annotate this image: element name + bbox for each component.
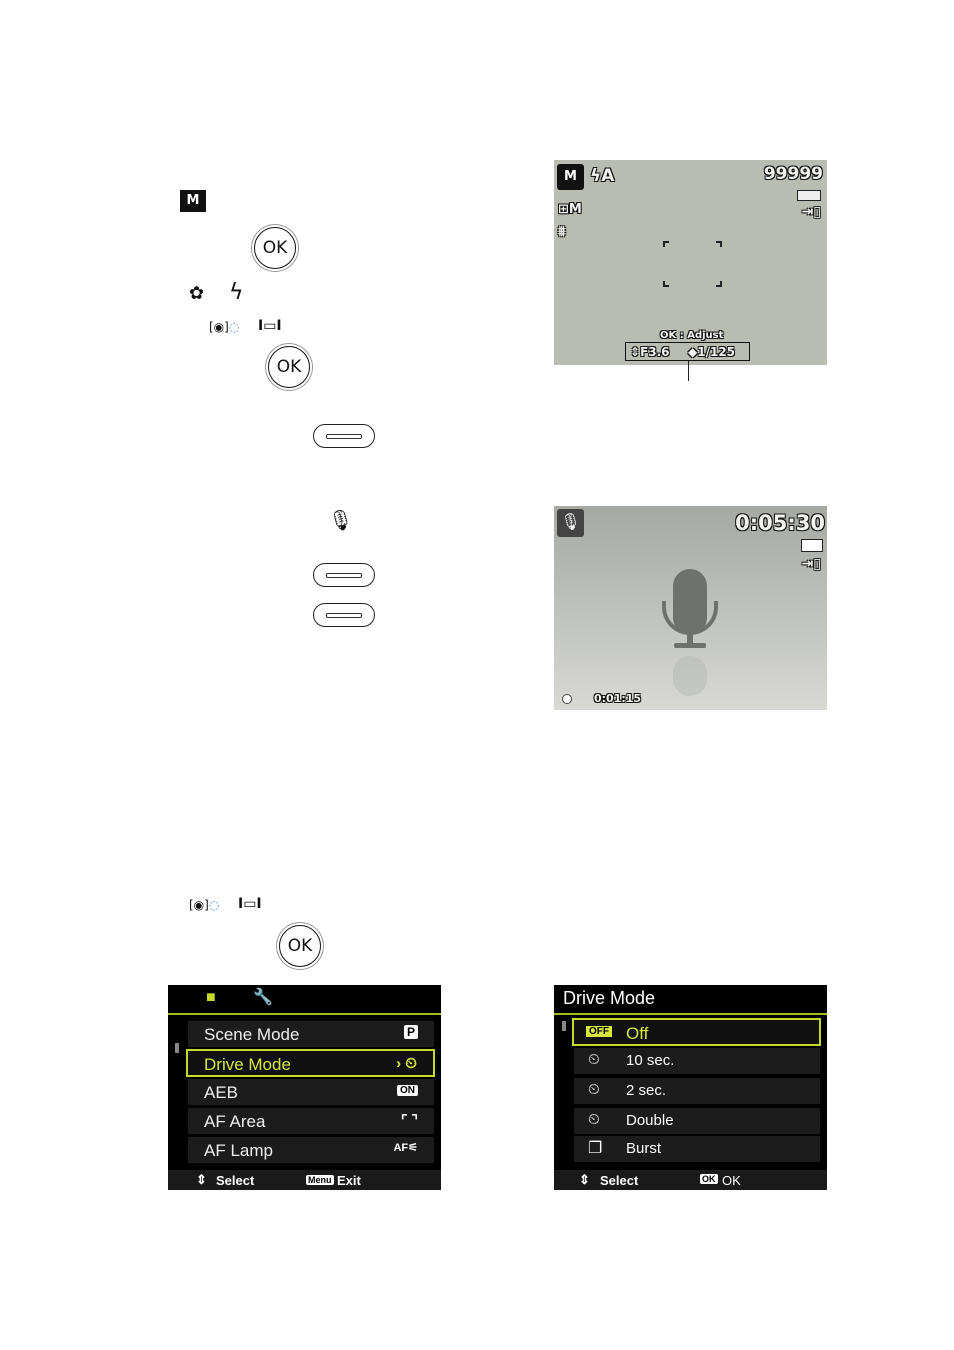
af-lamp-value: AF⚟ [393, 1142, 418, 1154]
voice-mode-badge: 🎙 [557, 509, 584, 537]
manual-mode-icon: M [180, 190, 206, 212]
menu-item-af-lamp[interactable]: AF Lamp AF⚟ [188, 1137, 434, 1163]
up-down-icon: ⇕ [579, 1172, 590, 1187]
up-down-icon: ⇕ [196, 1172, 207, 1187]
drive-mode-screen [554, 985, 827, 1190]
shutter-button-icon [313, 563, 375, 587]
shots-remaining: 99999 [763, 164, 823, 184]
drive-mode-value: › ⏲ [396, 1055, 417, 1072]
ok-button-icon: OK [279, 925, 321, 967]
footer-select-label: Select [216, 1173, 255, 1188]
resolution-icon: ⊞M [558, 202, 582, 217]
timer-10-icon: ⏲ [588, 1051, 600, 1068]
display-icon: I▭I [258, 318, 282, 334]
aeb-value: ON [397, 1085, 418, 1096]
option-label: Burst [626, 1140, 662, 1157]
drive-option-2-sec[interactable] [574, 1078, 820, 1104]
shutter-button-icon [313, 603, 375, 627]
menu-footer [554, 1170, 827, 1190]
drive-option-10-sec[interactable] [574, 1048, 820, 1074]
menu-footer [168, 1170, 441, 1190]
option-label: 10 sec. [626, 1052, 675, 1069]
focus-frame [716, 241, 722, 247]
up-down-icon: ⇕ [630, 345, 641, 359]
voice-record-screen [554, 506, 827, 710]
microphone-foot [674, 643, 706, 648]
elapsed-time: 0:01:15 [594, 692, 642, 705]
flash-icon: ϟ [229, 280, 244, 305]
footer-ok-label: OK [722, 1173, 741, 1188]
footer-exit-label: Exit [337, 1173, 361, 1188]
camera-tab-icon[interactable]: ■ [206, 989, 216, 1006]
option-label: Off [626, 1024, 649, 1043]
record-indicator [562, 694, 572, 704]
adjust-hint: OK : Adjust [660, 330, 724, 341]
microphone-stand [662, 601, 718, 635]
menu-key-icon: Menu [308, 1175, 332, 1185]
burst-icon: ❐ [588, 1140, 603, 1157]
option-label: Double [626, 1112, 674, 1129]
menu-item-af-area[interactable]: AF Area ⌜ ⌝ [188, 1108, 434, 1134]
focus-frame [663, 281, 669, 287]
aperture-value: ⇕F3.6 [630, 345, 670, 359]
capture-menu-screen [168, 985, 441, 1190]
shutter-value: ◆1/125 [688, 345, 736, 359]
wrench-tab-icon[interactable]: 🔧 [253, 989, 273, 1006]
focus-frame [663, 241, 669, 247]
scroll-indicator [562, 1021, 566, 1031]
ok-button-icon: OK [254, 227, 296, 269]
battery-icon [801, 539, 823, 552]
menu-tab-bar [168, 985, 441, 1015]
drive-option-off[interactable] [572, 1018, 821, 1046]
menu-item-drive-mode[interactable]: Drive Mode › ⏲ [186, 1049, 435, 1077]
battery-icon [797, 190, 821, 201]
card-icon: ⇥▯ [801, 556, 821, 572]
menu-item-aeb[interactable]: AEB ON [188, 1079, 434, 1105]
drive-option-double[interactable] [574, 1108, 820, 1134]
scroll-indicator [175, 1043, 179, 1053]
microphone-reflection [673, 656, 707, 696]
display-icon: I▭I [238, 896, 262, 912]
footer-select-label: Select [600, 1173, 639, 1188]
menu-item-scene-mode[interactable]: Scene Mode P [188, 1021, 434, 1047]
microphone-base [687, 635, 693, 643]
ok-key-icon: OK [702, 1174, 716, 1184]
drive-mode-title-bar [554, 985, 827, 1015]
drive-option-burst[interactable] [574, 1136, 820, 1162]
ok-button-icon: OK [268, 346, 310, 388]
scene-mode-value: P [404, 1025, 418, 1039]
card-icon: ⇥▯ [801, 204, 821, 220]
option-label: 2 sec. [626, 1082, 667, 1099]
macro-icon: ✿ [189, 283, 205, 304]
camera-mode-badge: M [557, 164, 584, 190]
left-right-icon: ◆ [688, 345, 698, 359]
off-icon: OFF [586, 1026, 612, 1037]
face-timer-icon: [◉]◌ [189, 898, 220, 912]
timer-2-icon: ⏲ [588, 1081, 600, 1098]
callout-line [688, 361, 689, 381]
shutter-button-icon [313, 424, 375, 448]
manual-mode-screen [554, 160, 827, 365]
af-area-value: ⌜ ⌝ [400, 1112, 418, 1128]
timer-double-icon: ⏲ [588, 1111, 600, 1128]
quality-icon: ⩩ [558, 224, 566, 240]
microphone-icon: 🎙 [328, 508, 354, 532]
exposure-box [625, 342, 750, 361]
flash-auto-indicator: ϟA [590, 166, 615, 186]
face-timer-icon: [◉]◌ [209, 320, 240, 334]
time-remaining: 0:05:30 [735, 511, 825, 535]
focus-frame [716, 281, 722, 287]
page-title: Drive Mode [563, 988, 656, 1008]
